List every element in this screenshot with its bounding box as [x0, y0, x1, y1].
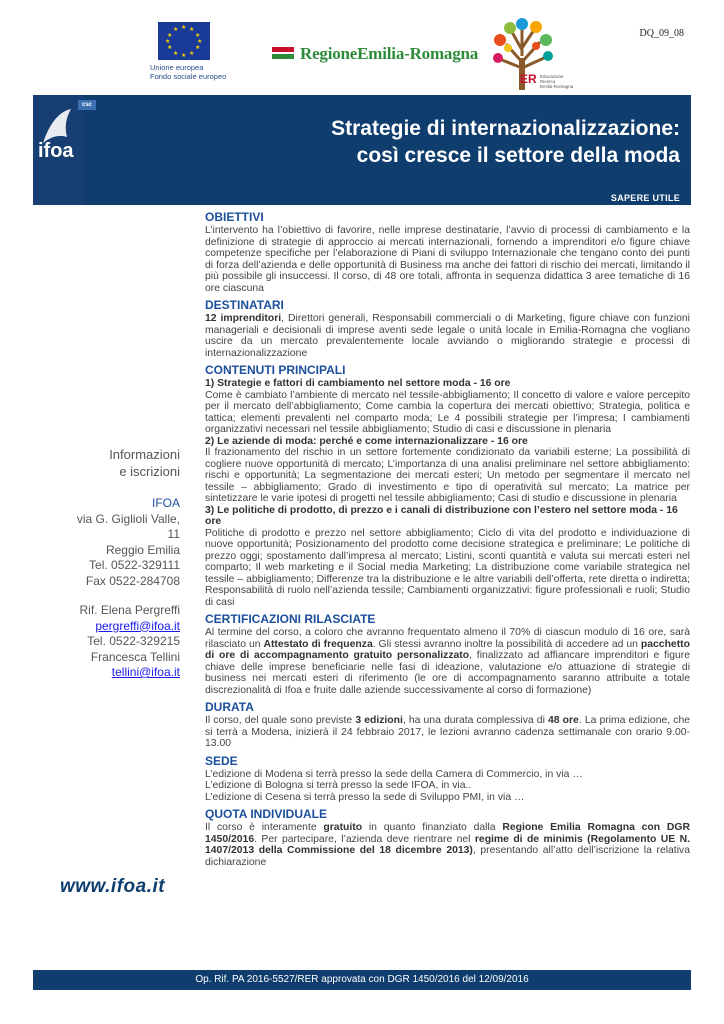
website-link[interactable]: www.ifoa.it [60, 876, 166, 897]
main-content [205, 208, 690, 868]
sede-line-bologna: L’edizione di Bologna si terrà presso la sede IFOA, in via.. [205, 780, 472, 791]
info-heading: Informazioni e iscrizioni [109, 447, 180, 479]
section-body-durata: Il corso, del quale sono previste 3 edizioni, ha una durata complessiva di 48 ore. La prima edizione, che si terrà a Modena, inizierà il 24 febbraio 2017, le lezioni avranno cadenza settimanale con orario 9.00-13.00 [205, 715, 691, 749]
section-body-obiettivi: L’intervento ha l’obiettivo di favorire, nelle imprese destinatarie, l’avvio di processi di cambiamento e la definizione di strategie di approccio ai mercati internazionali, fornendo a imprenditori e/o figure chiave competenze specifiche per l’elaborazione di Piani di sviluppo Internazionale che tengano conto dei punti di forza dell’azienda e delle opportunità di Business ma anche dei fattori di rischio dei mercati, limitando il più possibile gli insuccessi. Il corso, di 48 ore totali, affronta in sequenza didattica 3 aree tematiche di 16 ore ciascuna [205, 225, 690, 294]
eu-flag-icon: ★ ★ ★ ★ ★ ★ ★ ★ ★ ★ ★ ★ [158, 22, 210, 60]
ref-email-link-2[interactable]: tellini@ifoa.it [111, 665, 180, 679]
section-title-certificazioni: CERTIFICAZIONI RILASCIATE [205, 612, 376, 626]
ref-email-link-1[interactable]: pergreffi@ifoa.it [95, 618, 180, 633]
contact-city: Reggio Emilia [105, 542, 180, 557]
footer-approval-note: Op. Rif. PA 2016-5527/RER approvata con DGR 1450/2016 del 12/09/2016 [33, 970, 691, 990]
section-title-contenuti: CONTENUTI PRINCIPALI [205, 363, 346, 377]
eu-caption-line1: Unione europea [150, 63, 204, 72]
document-code: DQ_09_08 [639, 28, 684, 39]
eu-caption-line2: Fondo sociale europeo [150, 72, 227, 81]
module-2-title: 2) Le aziende di moda: perché e come internazionalizzare - 16 ore [205, 435, 528, 447]
section-title-sede: SEDE [205, 753, 238, 768]
contact-block [40, 496, 180, 589]
sede-line-modena: L’edizione di Modena si terrà presso la sede della Camera di Commercio, in via … [205, 768, 583, 780]
module-1-body: Come è cambiato l’ambiente di mercato nel tessile-abbigliamento; Il concetto di valore e valore percepito per il mercato dell’abbigliamento; Come cambia la copertura dei mercati obiettivo; Strategia, politica e tattica; elementi prevalenti nel comparto moda; Le 4 possibili strategie per l’impresa; I cambiamenti organizzativi necessari nel tessile abbigliamento; Studio di casi e discussione in plenaria [205, 389, 690, 435]
section-body-certificazioni: Al termine del corso, a coloro che avranno frequentato almeno il 70% di ciascun modulo di 16 ore, sarà rilasciato un Attestato di frequenza. Gli stessi avranno inoltre la possibilità di accedere ad un pacchetto di ore di accompagnamento gratuito personalizzato, finalizzato ad affiancare imprenditori e figure chiave delle imprese beneficiarie nelle fasi di ideazione, valutazione e/o attuazione di strategie di business nei mercati esteri di riferimento (le ore di accompagnamento saranno attribuite a totale discrezionalità di Ifoa e fruite dalle aziende successivamente al corso di formazione) [205, 627, 691, 696]
contact-address-line2: 11 [167, 527, 180, 541]
module-1-title: 1) Strategie e fattori di cambiamento nel settore moda - 16 ore [205, 378, 511, 389]
section-title-obiettivi: OBIETTIVI [205, 210, 264, 224]
contact-fax: Fax 0522-284708 [85, 573, 180, 588]
regione-wordmark: RegioneEmilia-Romagna [300, 44, 479, 63]
ref-tel: Tel. 0522-329215 [87, 634, 180, 648]
ref-name-1: Rif. Elena Pergreffi [79, 603, 180, 617]
page-title-line2: così cresce il settore della moda [356, 144, 680, 167]
module-3-title: 3) Le politiche di prodotto, di prezzo e i canali di distribuzione con l’estero nel settore moda - 16 ore [205, 504, 678, 527]
tagline: SAPERE UTILE [610, 193, 680, 203]
contact-address-line1: via G. Giglioli Valle, [76, 511, 180, 526]
page-title-line1: Strategie di internazionalizzazione: [331, 117, 680, 140]
contact-tel: Tel. 0522-329111 [89, 558, 180, 572]
contact-org: IFOA [151, 496, 180, 510]
er-wordmark: ER [520, 72, 537, 86]
er-subtitle: Educazione Ricerca Emilia-Romagna [540, 74, 574, 89]
module-2-body: Il frazionamento del rischio in un settore fortemente condizionato da variabili esterne; La possibilità di cogliere nuove opportunità di mercato; L’importanza di una analisi preliminare nel settore abbigliamento: rischi e opportunità; La segmentazione dei mercati esteri; Un metodo per segmentare il mercato nel tessile – abbigliamento; Grado di investimento e tipo di operatività sul mercato; La matrice per sintetizzare le varie ipotesi di progetti nel tessile abbigliamento; Casi di studio e discussione in plenaria [205, 447, 690, 504]
regione-emilia-romagna-logo [272, 44, 478, 64]
section-title-durata: DURATA [205, 700, 254, 714]
section-title-destinatari: DESTINATARI [205, 298, 284, 312]
section-title-quota: QUOTA INDIVIDUALE [205, 807, 327, 821]
eu-logo [150, 22, 227, 81]
ref-name-2: Francesca Tellini [90, 649, 180, 664]
csc-badge: csc [78, 100, 96, 110]
sede-line-cesena: L’edizione di Cesena si terrà presso la sede di Sviluppo PMI, in via … [205, 791, 525, 803]
regione-mark-icon [272, 45, 296, 63]
ifoa-wordmark: ifoa [38, 140, 74, 162]
section-body-destinatari: 12 imprenditori, Direttori generali, Responsabili commerciali o di Marketing, figure chiave con funzioni manageriali e decisionali di imprese aventi sede legale o unità locale in Emilia-Romagna che vogliano uscire da un mercato prevalentemente locale avviando o migliorando strategie e processi di internazionalizzazione [205, 313, 690, 359]
reference-block [40, 603, 180, 681]
section-body-quota: Il corso è interamente gratuito in quanto finanziato dalla Regione Emilia Romagna con DGR 1450/2016. Per partecipare, l’azienda deve rientrare nel regime di de minimis (Regolamento UE N. 1407/2013 della Commissione del 18 dicembre 2013), presentando all’atto dell’iscrizione la relativa dichiarazione [205, 822, 690, 868]
module-3-body: Politiche di prodotto e prezzo nel settore abbigliamento; Ciclo di vita del prodotto e individuazione di nuove opportunità; Posizionamento del prodotto come decisione strategica e preliminare; Le politiche di prezzo oggi; spostamento dall’impresa al mercato; Listini, sconti quantità e valuta sui mercati esteri nel comparto; Il web marketing e il Social media Marketing; La distribuzione come variabile strategica nel tessile – abbigliamento; Differenze tra la distribuzione e le altre variabili dell’offerta, rete diretta o indiretta; Responsabilità di ruolo nell’azienda tessile; Cambiamenti organizzativi: figure professionali e ruoli; Studio di casi [205, 527, 690, 608]
